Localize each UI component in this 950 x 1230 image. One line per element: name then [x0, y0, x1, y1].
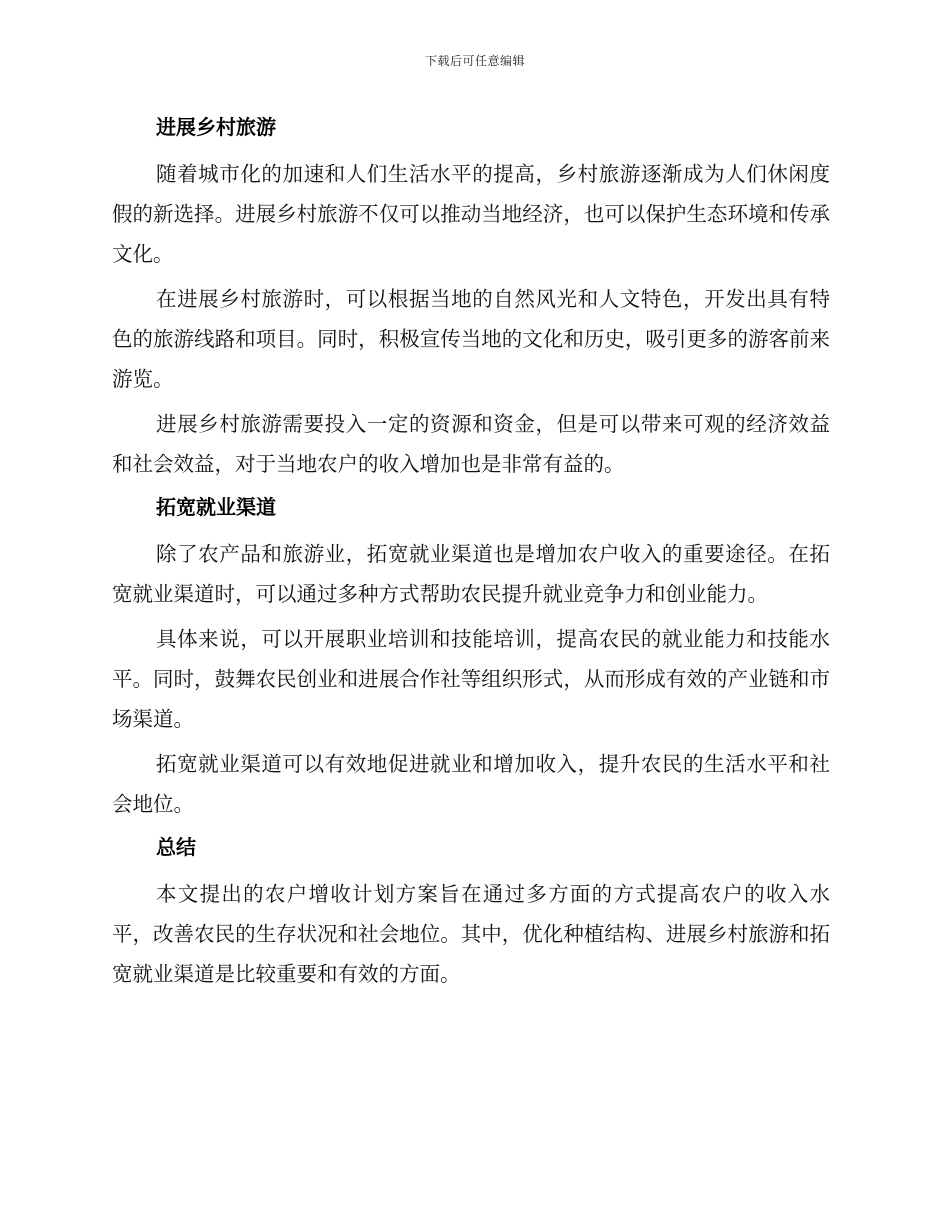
paragraph: 随着城市化的加速和人们生活水平的提高，乡村旅游逐渐成为人们休闲度假的新选择。进展乡村旅游不仅可以推动当地经济，也可以保护生态环境和传承文化。	[112, 162, 830, 266]
section-rural-tourism	[112, 112, 830, 484]
paragraph: 拓宽就业渠道可以有效地促进就业和增加收入，提升农民的生活水平和社会地位。	[112, 752, 830, 816]
paragraph: 在进展乡村旅游时，可以根据当地的自然风光和人文特色，开发出具有特色的旅游线路和项目。同时，积极宣传当地的文化和历史，吸引更多的游客前来游览。	[112, 287, 830, 391]
document-body	[112, 104, 830, 999]
paragraph: 具体来说，可以开展职业培训和技能培训，提高农民的就业能力和技能水平。同时，鼓舞农民创业和进展合作社等组织形式，从而形成有效的产业链和市场渠道。	[112, 627, 830, 731]
page-header: 下载后可任意编辑	[424, 54, 525, 68]
section-heading: 拓宽就业渠道	[156, 495, 276, 519]
section-heading: 总结	[156, 835, 196, 859]
section-heading: 进展乡村旅游	[156, 115, 276, 139]
paragraph: 除了农产品和旅游业，拓宽就业渠道也是增加农户收入的重要途径。在拓宽就业渠道时，可以通过多种方式帮助农民提升就业竞争力和创业能力。	[112, 542, 830, 606]
section-summary	[112, 832, 830, 994]
paragraph: 本文提出的农户增收计划方案旨在通过多方面的方式提高农户的收入水平，改善农民的生存状况和社会地位。其中，优化种植结构、进展乡村旅游和拓宽就业渠道是比较重要和有效的方面。	[112, 882, 830, 986]
paragraph: 进展乡村旅游需要投入一定的资源和资金，但是可以带来可观的经济效益和社会效益，对于当地农户的收入增加也是非常有益的。	[112, 412, 830, 476]
section-employment-channels	[112, 492, 830, 824]
